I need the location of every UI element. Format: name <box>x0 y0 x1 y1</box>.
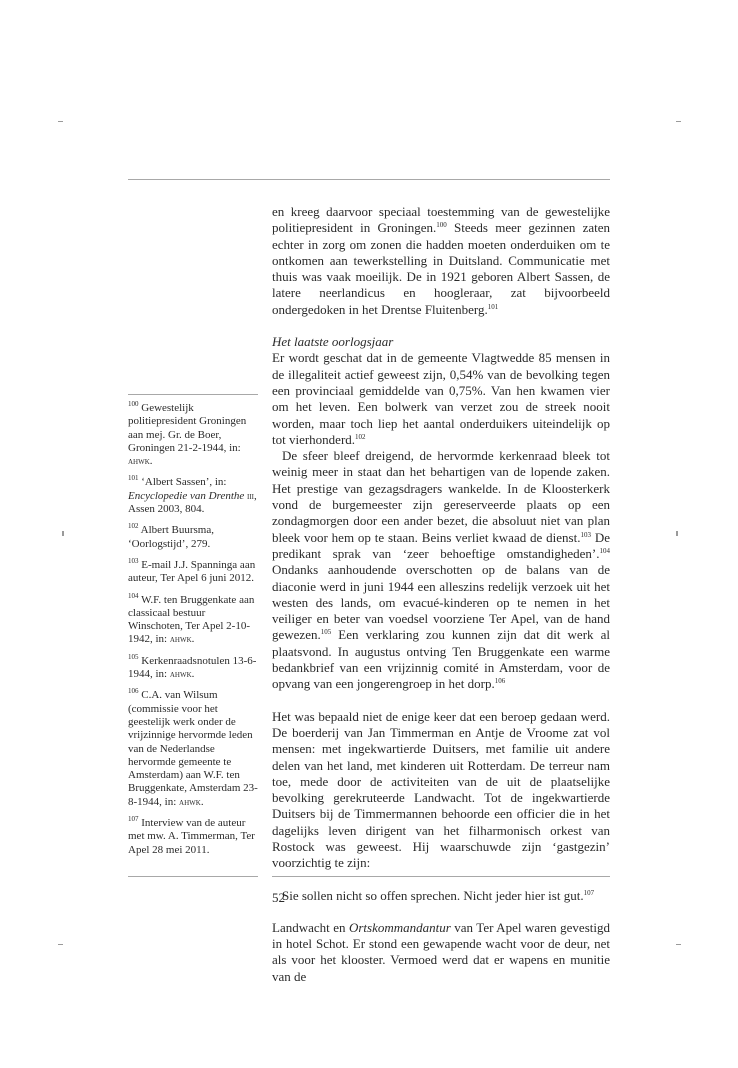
footnote <box>128 476 258 516</box>
footnote-text: ‘Albert Sassen’, in: <box>141 476 227 489</box>
footnote-text: . <box>149 455 153 468</box>
paragraph-text: Landwacht en <box>272 919 349 935</box>
paragraph <box>272 920 610 985</box>
crop-mark-top-right <box>676 121 681 122</box>
paragraph-text: De sfeer bleef dreigend, de hervormde kerkenraad bleek tot weinig meer in staat dan het behartigen van de lopende zaken. Het prestige van gezagsdragers wankelde. In de Kloosterkerk vond de burgemeester zijn gereserveerde plaats op een zondagmorgen door een ander bezet, die absoluut niet van plan bleek voor hem op te staan. Beins verliet kwaad de dienst. <box>272 448 610 545</box>
block-quote <box>282 888 610 904</box>
paragraph <box>272 350 610 448</box>
archive-abbreviation: ahwk <box>169 634 192 646</box>
crop-mark-bottom-right <box>676 944 681 945</box>
footnote-ref: 100 <box>436 221 447 230</box>
footnote <box>128 402 258 468</box>
top-rule <box>128 179 610 180</box>
footnote-number: 102 <box>128 522 139 531</box>
footnote-ref: 105 <box>320 628 332 637</box>
italic-term: Ortskommandantur <box>348 919 451 935</box>
page-number: 52 <box>272 890 285 905</box>
footnote-text: . <box>200 795 204 808</box>
footnote-number: 106 <box>128 687 139 696</box>
paragraph-text: Ondanks aanhoudende overschotten op de balans van de diaconie werd in juni 1944 een alleszins redelijk verzoek uit het westen des lands, om evacué-kinderen op te nemen in het veiliger en beter van voedsel voorziene Ter Apel, van de hand gewezen. <box>272 562 610 643</box>
footnote-rule-top <box>128 394 258 395</box>
crop-mark-bottom-left <box>58 944 63 945</box>
footnote-text: . <box>191 633 195 646</box>
footnotes-column <box>128 402 258 865</box>
footnote-ref: 107 <box>583 888 595 897</box>
footnote-ref: 103 <box>580 530 591 539</box>
footnote <box>128 556 258 586</box>
footnote-text: Interview van de auteur met mw. A. Timmerman, Ter Apel 28 mei 2011. <box>128 817 255 856</box>
footnote-text: W.F. ten Bruggenkate aan classicaal bestuur Winschoten, Ter Apel 2-10-1942, in: <box>128 593 255 646</box>
archive-abbreviation: ahwk <box>179 796 201 808</box>
paragraph-text: Een verklaring zou kunnen zijn dat dit werk al plaatsvond. In augustus ontving Ten Bruggenkate een warme bedankbrief van een vrijzinnig comité in Amsterdam, voor de opvang van een jongerengroep in het dorp. <box>272 627 610 692</box>
footnote-rule-bottom <box>128 876 258 877</box>
crop-mark-top-left <box>58 121 63 122</box>
footnote <box>128 689 258 809</box>
footnote <box>128 591 258 647</box>
registration-mark-right <box>676 531 678 536</box>
footnote-number: 105 <box>128 652 139 661</box>
paragraph <box>272 448 610 692</box>
main-text-column <box>272 204 610 985</box>
registration-mark-left <box>62 531 64 536</box>
footnote <box>128 652 258 682</box>
paragraph-text: en kreeg daarvoor speciaal toestemming van de gewestelijke politiepresident in Groningen. <box>272 204 610 236</box>
volume-number: iii <box>247 490 255 502</box>
footnote-text: Gewestelijk politiepresident Groningen aan mej. Gr. de Boer, Groningen 21-2-1944, in: <box>128 402 247 454</box>
paragraph-text: Het was bepaald niet de enige keer dat een beroep gedaan werd. De boerderij van Jan Timmerman en Antje de Vroome zat vol mensen: met ingekwartierde Duitsers, met familie uit andere delen van het land, met kinderen uit Rotterdam. De terreur nam toe, mede door de activiteiten van de uit de plaatselijke bevolking gerekruteerde Landwacht. Tot de ingekwartierde Duitsers bij de Timmermannen behoorde een officier die in het dagelijks leven dirigent van het filharmonisch orkest van Rostock was geweest. Hij waarschuwde zijn ‘gastgezin’ voorzichtig te zijn: <box>272 708 610 871</box>
footnote-text: E-mail J.J. Spanninga aan auteur, Ter Apel 6 juni 2012. <box>128 558 256 585</box>
footnote-number: 107 <box>128 815 139 824</box>
footnote <box>128 524 258 551</box>
paragraph <box>272 709 610 872</box>
archive-abbreviation: ahwk <box>169 669 192 681</box>
footnote-number: 104 <box>128 591 139 600</box>
footnote <box>128 817 258 857</box>
section-heading: Het laatste oorlogsjaar <box>272 334 394 350</box>
quote-text: Sie sollen nicht so offen sprechen. Nicht jeder hier ist gut. <box>282 887 584 903</box>
paragraph-text: Steeds meer gezinnen zaten echter in zorg om zonen die hadden moeten onderduiken om te ontkomen aan tewerkstelling in Duitsland. Communicatie met thuis was vaak moeilijk. De in 1921 geboren Albert Sassen, de latere neerlandicus en hoogleraar, zat bijvoorbeeld ondergedoken in het Drentse Fluitenberg. <box>272 220 610 317</box>
footnote-text: Albert Buursma, ‘Oorlogstijd’, 279. <box>128 524 214 550</box>
archive-abbreviation: ahwk <box>128 456 150 468</box>
paragraph-text: Er wordt geschat dat in de gemeente Vlagtwedde 85 mensen in de illegaliteit actief geweest zijn, 0,54% van de bevolking tegen een provinciaal gemiddelde van 0,75%. Van hen kwamen vier om het leven. Een bolwerk van verzet zou de streek nooit worden, maar toch liep het aantal onderduikers uiteindelijk op tot vierhonderd. <box>272 350 610 447</box>
footnote-number: 103 <box>128 556 139 565</box>
footnote-ref: 102 <box>355 432 366 441</box>
footnote-ref: 104 <box>599 546 610 555</box>
footnote-text: Kerkenraadsnotulen 13-6-1944, in: <box>128 654 257 681</box>
paragraph-text: De predikant sprak van ‘zeer behoeftige omstandigheden’. <box>272 529 610 561</box>
footnote-text: , Assen 2003, 804. <box>128 489 257 516</box>
footnote-title: Encyclopedie van Drenthe <box>128 489 245 502</box>
footnote-ref: 101 <box>487 302 499 311</box>
footnote-ref: 106 <box>494 677 506 686</box>
footnote-number: 101 <box>128 474 139 483</box>
footnote-text: . <box>191 668 195 681</box>
footnote-text: C.A. van Wilsum (commissie voor het geestelijk werk onder de vrijzinnige hervormde leden van de Nederlandse hervormde gemeente te Amsterdam) aan W.F. ten Bruggenkate, Amsterdam 23-8-1944, in: <box>128 689 258 808</box>
footnote-number: 100 <box>128 400 139 408</box>
paragraph <box>272 204 610 318</box>
paragraph-text: van Ter Apel waren gevestigd in hotel Schot. Er stond een gewapende wacht voor de deur, net als voor het klooster. Vermoed werd dat er wapens en munitie van de <box>272 919 610 984</box>
